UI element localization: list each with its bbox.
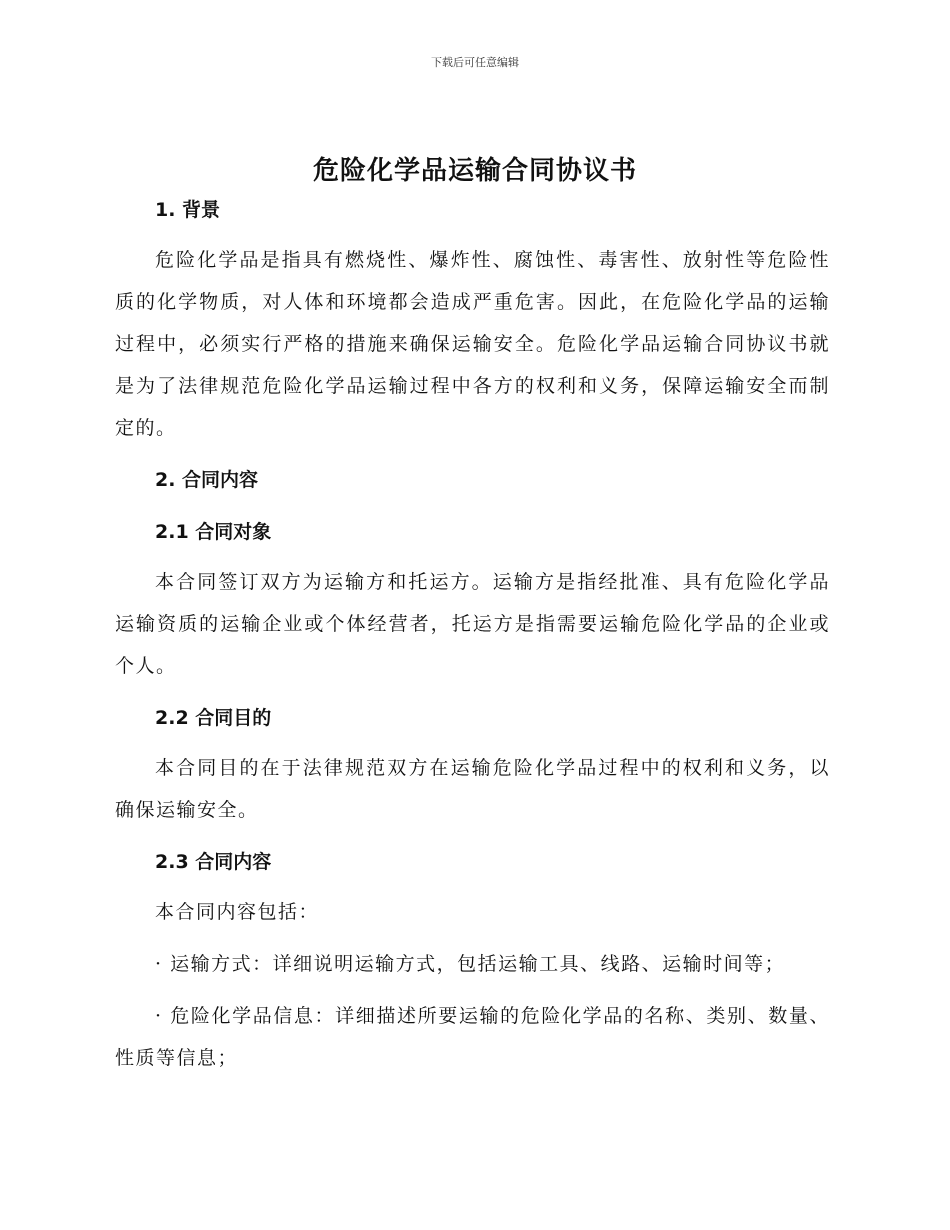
bullet-chemical-info: · 危险化学品信息：详细描述所要运输的危险化学品的名称、类别、数量、性质等信息；: [115, 1005, 830, 1069]
section-heading-contract-purpose: 2.2 合同目的: [155, 707, 272, 729]
background-paragraph: 危险化学品是指具有燃烧性、爆炸性、腐蚀性、毒害性、放射性等危险性质的化学物质，对人体和环境都会造成严重危害。因此，在危险化学品的运输过程中，必须实行严格的措施来确保运输安全。危险化学品运输合同协议书就是为了法律规范危险化学品运输过程中各方的权利和义务，保障运输安全而制定的。: [115, 249, 830, 439]
header-note: 下载后可任意编辑: [431, 56, 519, 69]
contract-details-intro: 本合同内容包括：: [155, 901, 320, 923]
document-title: 危险化学品运输合同协议书: [312, 156, 637, 186]
section-heading-contract-details: 2.3 合同内容: [155, 851, 272, 873]
section-heading-contract-content: 2. 合同内容: [155, 469, 259, 491]
bullet-transport-method: · 运输方式：详细说明运输方式，包括运输工具、线路、运输时间等；: [155, 953, 786, 975]
section-heading-background: 1. 背景: [155, 199, 221, 221]
section-heading-contract-object: 2.1 合同对象: [155, 521, 272, 543]
contract-object-paragraph: 本合同签订双方为运输方和托运方。运输方是指经批准、具有危险化学品运输资质的运输企业或个体经营者，托运方是指需要运输危险化学品的企业或个人。: [115, 571, 830, 677]
contract-purpose-paragraph: 本合同目的在于法律规范双方在运输危险化学品过程中的权利和义务，以确保运输安全。: [115, 757, 830, 821]
document-body: [115, 195, 830, 1079]
